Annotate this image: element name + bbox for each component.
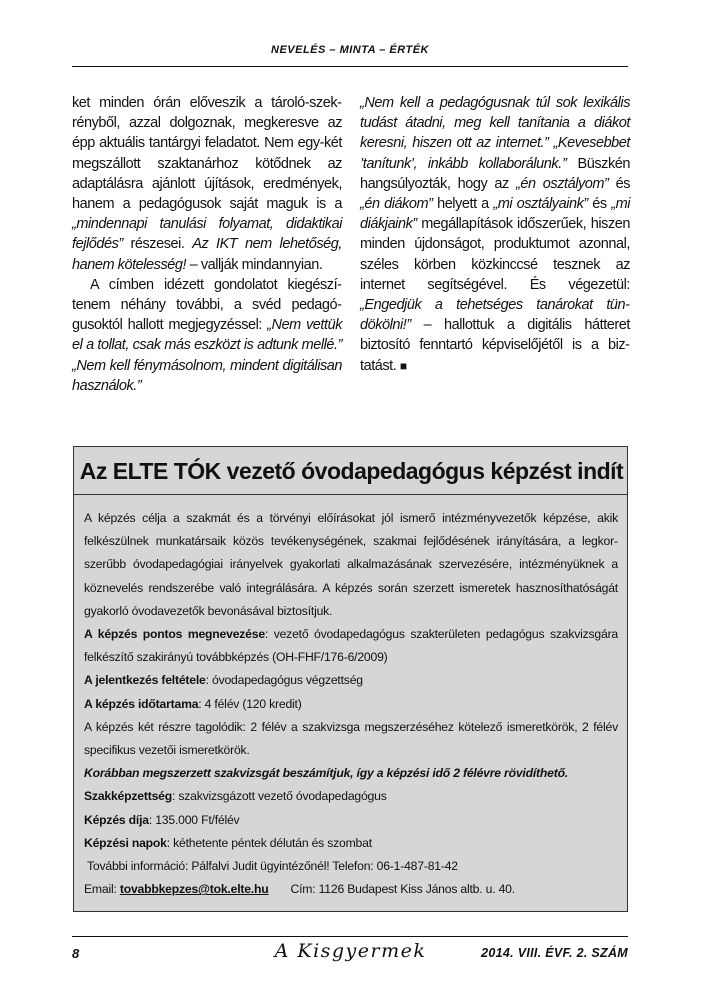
box-address: Cím: 1126 Budapest Kiss János altb. u. 40. — [290, 882, 515, 897]
issue-label: 2014. VIII. ÉVF. 2. SZÁM — [481, 946, 628, 960]
box-contact: Email: tovabbkepzes@tok.elte.hu Cím: 1126 Budapest Kiss János altb. u. 40. — [84, 882, 515, 897]
box-fee: Képzés díja: 135.000 Ft/félév — [84, 812, 240, 827]
box-program-name: A képzés pontos megnevezése: vezető óvodapedagógus szakterületen pedagógus szakvizsgára felkészítő szakirányú továbbképzés (OH-FHF/176-6/2009) — [84, 627, 619, 665]
box-body — [84, 507, 618, 901]
box-condition: A jelentkezés feltétele: óvodapedagógus végzettség — [84, 673, 363, 688]
left-column — [72, 93, 342, 396]
box-note: Korábban megszerzett szakvizsgát beszámítjuk, így a képzési idő 2 félévre rövidíthető. — [84, 766, 569, 781]
footer-rule — [72, 936, 628, 937]
end-mark-icon: ■ — [399, 358, 407, 373]
box-title-rule — [74, 494, 627, 495]
box-qualification: Szakképzettség: szakvizsgázott vezető óvodapedagógus — [84, 789, 387, 804]
left-paragraph-1: ket minden órán előveszik a tároló-szekrényből, azzal dolgoznak, megkeresve az épp aktuális tantárgyi feladatot. Nem egy-két megszállott szaktanárhoz kötődnek az adaptálásra ajánlott újítások, eredmények, hanem a pedagógusok saját maguk is a „mindennapi tanulási folyamat, didaktikai fejlődés” részesei. Az IKT nem lehetőség, hanem kötelesség! – vallják mindannyian. — [72, 95, 342, 273]
journal-name: A Kisgyermek — [274, 940, 427, 962]
box-duration: A képzés időtartama: 4 félév (120 kredit) — [84, 696, 302, 711]
running-header: NEVELÉS – MINTA – ÉRTÉK — [271, 44, 429, 56]
header-rule — [72, 66, 628, 67]
page-number: 8 — [72, 946, 80, 961]
email-link[interactable]: tovabbkepzes@tok.elte.hu — [119, 882, 269, 897]
left-paragraph-2: A címben idézett gondolatot kiegészítenem néhány további, a svéd pedagógusoktól hallott megjegyzéssel: „Nem vettük el a tollat, csak más eszközt is adtunk mellé.” „Nem kell fénymásolnom, mindent digitálisan használok.” — [72, 276, 342, 394]
box-days: Képzési napok: kéthetente péntek délután és szombat — [84, 835, 372, 850]
advertisement-box — [73, 446, 628, 912]
box-info: További információ: Pálfalvi Judit ügyintézőnél! Telefon: 06-1-487-81-42 — [87, 859, 458, 874]
box-title: Az ELTE TÓK vezető óvodapedagógus képzést indít — [79, 458, 624, 484]
box-intro: A képzés célja a szakmát és a törvényi előírásokat jól ismerő intézményvezetők képzése, akik felkészülnek munkatársaik közös tevékenységének, szakmai fejlődésének irányítására, a legkorszerűbb óvodapedagógiai irányelvek gyakorlati alkalmazásának szervezésére, intézményüknek a köznevelés rendszerébe való integrálására. A képzés során szerzett ismeretek hasznosíthatóságát gyakorló óvodavezetők bevonásával biztosítjuk. — [84, 511, 618, 618]
right-paragraph: „Nem kell a pedagógusnak túl sok lexikális tudást átadni, meg kell tanítania a diákot keresni, hiszen ott az internet.” „Kevesebbet ’tanítunk’, inkább kollaborálunk.’’ Büszkén hangsúlyozták, hogy az „én osztályom” és „én diákom” helyett a „mi osztályaink” és „mi diákjaink” megállapítások időszerűek, hiszen minden újdonságot, produktumot azonnal, széles körben közkinccsé tesznek az internet segítségével. És végezetül: „Engedjük a tehetséges tanárokat tündökölni!” – hallottuk a digitális hátteret biztosító fenntartó képviselőjétől is a biztatást. ■ — [360, 95, 631, 374]
box-structure: A képzés két részre tagolódik: 2 félév a szakvizsga megszerzéséhez kötelező ismeretkörök, 2 félév specifikus vezetői ismeretkörök. — [84, 719, 618, 758]
right-column — [360, 93, 630, 376]
